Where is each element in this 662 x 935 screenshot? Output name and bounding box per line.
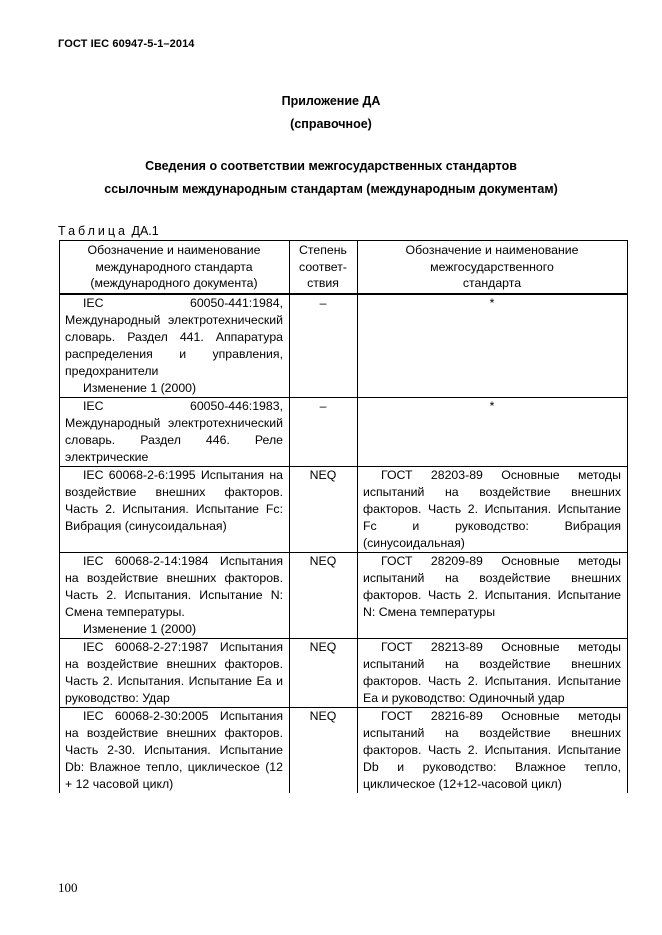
interstate-standard-cell [358,638,628,707]
header-line: соответ- [299,259,347,274]
table-row [60,707,628,793]
interstate-standard-text: ГОСТ 28203-89 Основные методы испытаний на воздействие внешних факторов. Часть 2. Испытания. Испытание Fc и руководство: Вибрация (синусоидальная) [363,467,621,550]
international-standard-cell [60,638,290,707]
header-line: межгосударственного [430,259,554,274]
international-standard-cell [60,466,290,552]
international-standard-cell [60,552,290,638]
table-header-row [60,241,628,294]
table-caption-word: Таблица [58,224,129,238]
degree-cell: – [290,294,358,398]
degree-cell: NEQ [290,552,358,638]
table-row [60,638,628,707]
table-row [60,552,628,638]
international-standard-text: IEC 60050-446:1983, Международный электротехнический словарь. Раздел 446. Реле электрические [65,398,283,464]
degree-cell: NEQ [290,466,358,552]
amendment-text: Изменение 1 (2000) [83,621,197,636]
column-header-degree [290,241,358,294]
international-standard-text: IEC 60068-2-27:1987 Испытания на воздействие внешних факторов. Часть 2. Испытания. Испытание Ea и руководство: Удар [65,639,283,705]
header-line: стандарта [462,276,522,290]
correspondence-table [59,240,628,793]
interstate-standard-text: ГОСТ 28216-89 Основные методы испытаний на воздействие внешних факторов. Часть 2. Испытания. Испытание Db и руководство: Влажное тепло, циклическое (12+12-часовой цикл) [363,708,621,791]
page-number: 100 [58,880,78,895]
header-line: международного стандарта [95,259,253,274]
interstate-standard-cell [358,466,628,552]
section-heading-line1: Сведения о соответствии межгосударственных стандартов [145,159,517,173]
table-caption-number: ДА.1 [131,224,159,238]
appendix-type: (справочное) [290,117,372,131]
interstate-standard-cell: * [358,397,628,466]
header-line: Обозначение и наименование [87,243,261,257]
international-standard-cell [60,707,290,793]
international-standard-text: IEC 60050-441:1984, Международный электротехнический словарь. Раздел 441. Аппаратура распределения и управления, предохранители [65,295,283,378]
header-line: ствия [307,276,339,290]
international-standard-cell [60,294,290,398]
header-line: Степень [299,243,347,257]
interstate-standard-cell: * [358,294,628,398]
international-standard-cell [60,397,290,466]
column-header-international [60,241,290,294]
interstate-standard-cell [358,552,628,638]
section-heading-line2: ссылочным международным стандартам (международным документам) [104,182,558,196]
degree-cell: – [290,397,358,466]
table-caption [58,224,159,238]
table-row [60,294,628,398]
table-row [60,397,628,466]
degree-cell: NEQ [290,707,358,793]
degree-cell: NEQ [290,638,358,707]
header-line: (международного документа) [90,276,258,290]
interstate-standard-text: ГОСТ 28209-89 Основные методы испытаний на воздействие внешних факторов. Часть 2. Испытания. Испытание N: Смена температуры [363,553,621,619]
header-line: Обозначение и наименование [405,243,579,257]
international-standard-text: IEC 60068-2-14:1984 Испытания на воздействие внешних факторов. Часть 2. Испытания. Испытание N: Смена температуры. [65,553,283,619]
international-standard-text: IEC 60068-2-6:1995 Испытания на воздействие внешних факторов. Часть 2. Испытания. Испытание Fc: Вибрация (синусоидальная) [65,467,283,533]
appendix-title: Приложение ДА [281,94,381,108]
interstate-standard-cell [358,707,628,793]
international-standard-text: IEC 60068-2-30:2005 Испытания на воздействие внешних факторов. Часть 2-30. Испытания. Испытание Db: Влажное тепло, циклическое (12 + 12 часовой цикл) [65,708,283,791]
amendment-text: Изменение 1 (2000) [83,380,197,395]
interstate-standard-text: ГОСТ 28213-89 Основные методы испытаний на воздействие внешних факторов. Часть 2. Испытания. Испытание Ea и руководство: Одиночный удар [363,639,621,705]
document-header-code: ГОСТ IEC 60947-5-1–2014 [58,38,195,50]
column-header-interstate [358,241,628,294]
table-row [60,466,628,552]
